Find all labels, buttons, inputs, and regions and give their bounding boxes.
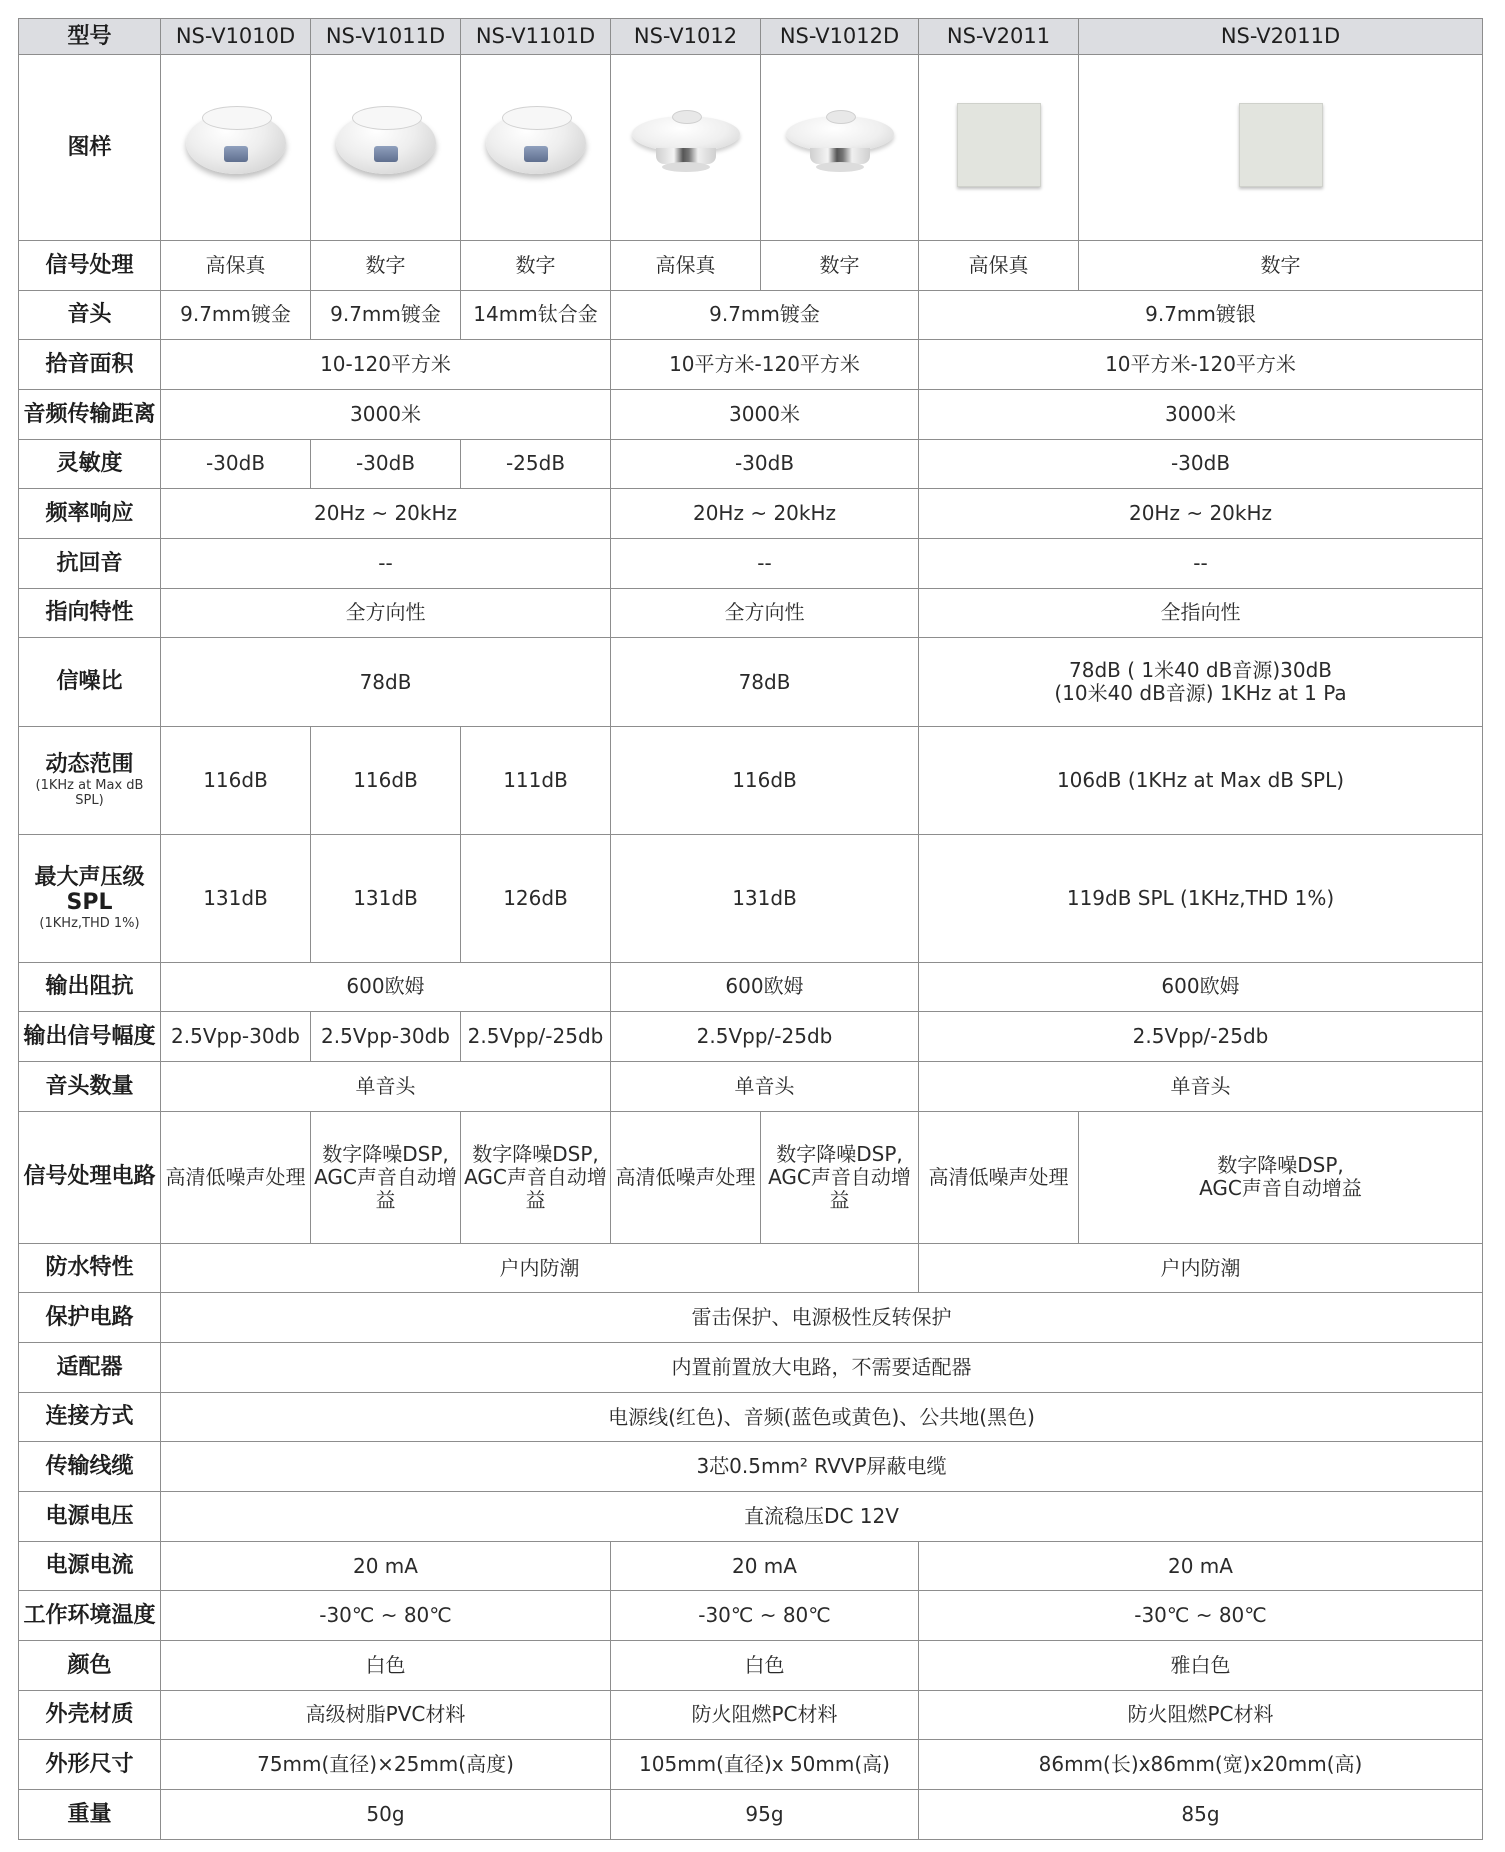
product-image — [1079, 55, 1483, 241]
row-label: 频率响应 — [19, 489, 161, 539]
spec-cell: 85g — [919, 1789, 1483, 1839]
spec-cell: 10-120平方米 — [161, 340, 611, 390]
ceiling-mic-image — [184, 106, 288, 184]
model-header: NS-V1101D — [461, 19, 611, 55]
spec-cell: 78dB — [161, 638, 611, 727]
spec-row — [19, 727, 1483, 835]
spec-cell — [919, 638, 1483, 727]
spec-cell: -25dB — [461, 439, 611, 489]
spec-table — [18, 18, 1483, 1840]
spec-cell: 116dB — [611, 727, 919, 835]
spec-row — [19, 1442, 1483, 1492]
row-label: 信号处理电路 — [19, 1111, 161, 1243]
spec-cell: 数字 — [761, 241, 919, 291]
spec-cell: 防火阻燃PC材料 — [611, 1690, 919, 1740]
cell-line: 数字降噪DSP, — [1217, 1153, 1344, 1178]
spec-cell: -- — [161, 538, 611, 588]
row-label: 音头 — [19, 290, 161, 340]
spec-cell: 78dB — [611, 638, 919, 727]
spec-cell: -- — [611, 538, 919, 588]
spec-cell: 白色 — [161, 1640, 611, 1690]
product-image — [161, 55, 311, 241]
spec-cell: 50g — [161, 1789, 611, 1839]
spec-cell: -30dB — [611, 439, 919, 489]
row-label: 抗回音 — [19, 538, 161, 588]
spec-cell: 126dB — [461, 835, 611, 963]
spec-row — [19, 1243, 1483, 1293]
spec-cell: -30dB — [919, 439, 1483, 489]
cell-line: AGC声音自动增益 — [1199, 1176, 1362, 1201]
cell-line: (10米40 dB音源) 1KHz at 1 Pa — [1054, 681, 1347, 706]
row-label-text: 最大声压级SPL — [34, 865, 145, 916]
cell-line: 数字降噪DSP, — [472, 1141, 599, 1166]
row-label: 图样 — [19, 55, 161, 241]
spec-cell: 116dB — [311, 727, 461, 835]
spec-cell — [461, 1111, 611, 1243]
spec-cell: 防火阻燃PC材料 — [919, 1690, 1483, 1740]
spec-cell: 户内防潮 — [161, 1243, 919, 1293]
spec-row — [19, 538, 1483, 588]
spec-row — [19, 1061, 1483, 1111]
spec-cell: 20Hz ~ 20kHz — [919, 489, 1483, 539]
spec-cell: 高级树脂PVC材料 — [161, 1690, 611, 1740]
model-header: NS-V1010D — [161, 19, 311, 55]
model-header: NS-V1012 — [611, 19, 761, 55]
spec-row — [19, 1492, 1483, 1542]
spec-row — [19, 835, 1483, 963]
spec-cell: 20 mA — [919, 1541, 1483, 1591]
spec-row — [19, 489, 1483, 539]
row-label — [19, 835, 161, 963]
spec-cell: 高保真 — [161, 241, 311, 291]
spec-cell: 20Hz ~ 20kHz — [161, 489, 611, 539]
row-label-text: 动态范围 — [45, 752, 134, 778]
spec-cell: 20 mA — [611, 1541, 919, 1591]
spec-cell: 9.7mm镀银 — [919, 290, 1483, 340]
row-label: 连接方式 — [19, 1392, 161, 1442]
spec-cell: 数字 — [461, 241, 611, 291]
spec-cell: 电源线(红色)、音频(蓝色或黄色)、公共地(黑色) — [161, 1392, 1483, 1442]
row-label: 电源电流 — [19, 1541, 161, 1591]
spec-cell: 单音头 — [161, 1061, 611, 1111]
spec-cell: 600欧姆 — [611, 962, 919, 1012]
spec-cell: 雅白色 — [919, 1640, 1483, 1690]
spec-cell: 75mm(直径)×25mm(高度) — [161, 1740, 611, 1790]
spec-cell: 106dB (1KHz at Max dB SPL) — [919, 727, 1483, 835]
spec-cell: 10平方米-120平方米 — [611, 340, 919, 390]
spec-row — [19, 389, 1483, 439]
row-label: 信噪比 — [19, 638, 161, 727]
spec-cell — [311, 1111, 461, 1243]
spec-cell: 20 mA — [161, 1541, 611, 1591]
spec-row — [19, 1640, 1483, 1690]
row-label: 保护电路 — [19, 1293, 161, 1343]
row-label: 型号 — [19, 19, 161, 55]
spec-cell: 20Hz ~ 20kHz — [611, 489, 919, 539]
spec-cell: -30℃ ~ 80℃ — [919, 1591, 1483, 1641]
spec-row — [19, 1343, 1483, 1393]
spec-row — [19, 1293, 1483, 1343]
spec-cell: 数字 — [1079, 241, 1483, 291]
spec-cell: 600欧姆 — [919, 962, 1483, 1012]
spec-row — [19, 1541, 1483, 1591]
product-image — [761, 55, 919, 241]
spec-cell: 10平方米-120平方米 — [919, 340, 1483, 390]
spec-cell: 95g — [611, 1789, 919, 1839]
row-label: 拾音面积 — [19, 340, 161, 390]
spec-cell: 2.5Vpp-30db — [161, 1012, 311, 1062]
model-header: NS-V2011 — [919, 19, 1079, 55]
spec-cell: 131dB — [611, 835, 919, 963]
spec-cell: 高清低噪声处理 — [919, 1111, 1079, 1243]
row-label: 输出阻抗 — [19, 962, 161, 1012]
spec-cell: 3000米 — [919, 389, 1483, 439]
spec-cell: -30℃ ~ 80℃ — [611, 1591, 919, 1641]
spec-cell: 131dB — [161, 835, 311, 963]
row-label: 信号处理 — [19, 241, 161, 291]
row-label: 外形尺寸 — [19, 1740, 161, 1790]
model-header: NS-V1011D — [311, 19, 461, 55]
product-image — [919, 55, 1079, 241]
spec-cell: -30dB — [161, 439, 311, 489]
row-label: 工作环境温度 — [19, 1591, 161, 1641]
spec-cell: 9.7mm镀金 — [161, 290, 311, 340]
spec-row — [19, 588, 1483, 638]
spec-row — [19, 638, 1483, 727]
spec-cell: 3000米 — [611, 389, 919, 439]
spec-row — [19, 1392, 1483, 1442]
cell-line: 数字降噪DSP, — [776, 1141, 903, 1166]
spec-row — [19, 290, 1483, 340]
row-label: 指向特性 — [19, 588, 161, 638]
spec-cell: 户内防潮 — [919, 1243, 1483, 1293]
spec-cell: 直流稳压DC 12V — [161, 1492, 1483, 1542]
spec-row — [19, 1740, 1483, 1790]
spec-row — [19, 1012, 1483, 1062]
cell-line: AGC声音自动增益 — [768, 1164, 911, 1212]
spec-cell: 600欧姆 — [161, 962, 611, 1012]
panel-mic-image — [1239, 103, 1323, 187]
ceiling-mic-image — [484, 106, 588, 184]
cell-line: 数字降噪DSP, — [322, 1141, 449, 1166]
model-header: NS-V2011D — [1079, 19, 1483, 55]
panel-mic-image — [957, 103, 1041, 187]
row-label: 防水特性 — [19, 1243, 161, 1293]
row-label: 外壳材质 — [19, 1690, 161, 1740]
row-label: 输出信号幅度 — [19, 1012, 161, 1062]
spec-cell: 白色 — [611, 1640, 919, 1690]
spec-cell: 全方向性 — [611, 588, 919, 638]
spec-cell: 单音头 — [611, 1061, 919, 1111]
row-label: 重量 — [19, 1789, 161, 1839]
spec-cell: -30dB — [311, 439, 461, 489]
header-row — [19, 19, 1483, 55]
spec-cell: 119dB SPL (1KHz,THD 1%) — [919, 835, 1483, 963]
row-label: 灵敏度 — [19, 439, 161, 489]
spec-cell: 3芯0.5mm² RVVP屏蔽电缆 — [161, 1442, 1483, 1492]
spec-cell: 高保真 — [919, 241, 1079, 291]
spec-cell: 高清低噪声处理 — [161, 1111, 311, 1243]
row-label: 音头数量 — [19, 1061, 161, 1111]
row-label-sub: (1KHz,THD 1%) — [39, 915, 140, 931]
spec-row — [19, 241, 1483, 291]
row-label-sub: (1KHz at Max dB SPL) — [35, 777, 144, 808]
spec-cell: 116dB — [161, 727, 311, 835]
row-label — [19, 727, 161, 835]
spec-cell: 2.5Vpp/-25db — [919, 1012, 1483, 1062]
product-image — [311, 55, 461, 241]
row-label: 传输线缆 — [19, 1442, 161, 1492]
spec-cell: 105mm(直径)x 50mm(高) — [611, 1740, 919, 1790]
dome-mic-image — [632, 108, 740, 182]
ceiling-mic-image — [334, 106, 438, 184]
spec-cell: 14mm钛合金 — [461, 290, 611, 340]
image-row — [19, 55, 1483, 241]
row-label: 音频传输距离 — [19, 389, 161, 439]
row-label: 颜色 — [19, 1640, 161, 1690]
model-header: NS-V1012D — [761, 19, 919, 55]
spec-cell: 高清低噪声处理 — [611, 1111, 761, 1243]
product-image — [611, 55, 761, 241]
spec-row — [19, 439, 1483, 489]
spec-cell: 数字 — [311, 241, 461, 291]
dome-mic-image — [786, 108, 894, 182]
spec-cell — [761, 1111, 919, 1243]
spec-cell: 单音头 — [919, 1061, 1483, 1111]
spec-cell: 86mm(长)x86mm(宽)x20mm(高) — [919, 1740, 1483, 1790]
spec-cell: 2.5Vpp-30db — [311, 1012, 461, 1062]
cell-line: AGC声音自动增益 — [464, 1164, 607, 1212]
spec-row — [19, 1111, 1483, 1243]
cell-line: 78dB ( 1米40 dB音源)30dB — [1069, 658, 1332, 683]
spec-row — [19, 1789, 1483, 1839]
spec-cell: 111dB — [461, 727, 611, 835]
spec-cell: -- — [919, 538, 1483, 588]
cell-line: AGC声音自动增益 — [314, 1164, 457, 1212]
spec-cell: 2.5Vpp/-25db — [611, 1012, 919, 1062]
spec-cell: 高保真 — [611, 241, 761, 291]
spec-row — [19, 340, 1483, 390]
spec-row — [19, 962, 1483, 1012]
spec-cell: 全指向性 — [919, 588, 1483, 638]
spec-cell: 131dB — [311, 835, 461, 963]
spec-cell: 9.7mm镀金 — [311, 290, 461, 340]
row-label: 电源电压 — [19, 1492, 161, 1542]
spec-cell: 2.5Vpp/-25db — [461, 1012, 611, 1062]
spec-cell: 内置前置放大电路，不需要适配器 — [161, 1343, 1483, 1393]
row-label: 适配器 — [19, 1343, 161, 1393]
spec-cell: 3000米 — [161, 389, 611, 439]
spec-cell — [1079, 1111, 1483, 1243]
spec-cell: 雷击保护、电源极性反转保护 — [161, 1293, 1483, 1343]
spec-cell: -30℃ ~ 80℃ — [161, 1591, 611, 1641]
spec-row — [19, 1690, 1483, 1740]
spec-row — [19, 1591, 1483, 1641]
spec-cell: 9.7mm镀金 — [611, 290, 919, 340]
product-image — [461, 55, 611, 241]
spec-cell: 全方向性 — [161, 588, 611, 638]
